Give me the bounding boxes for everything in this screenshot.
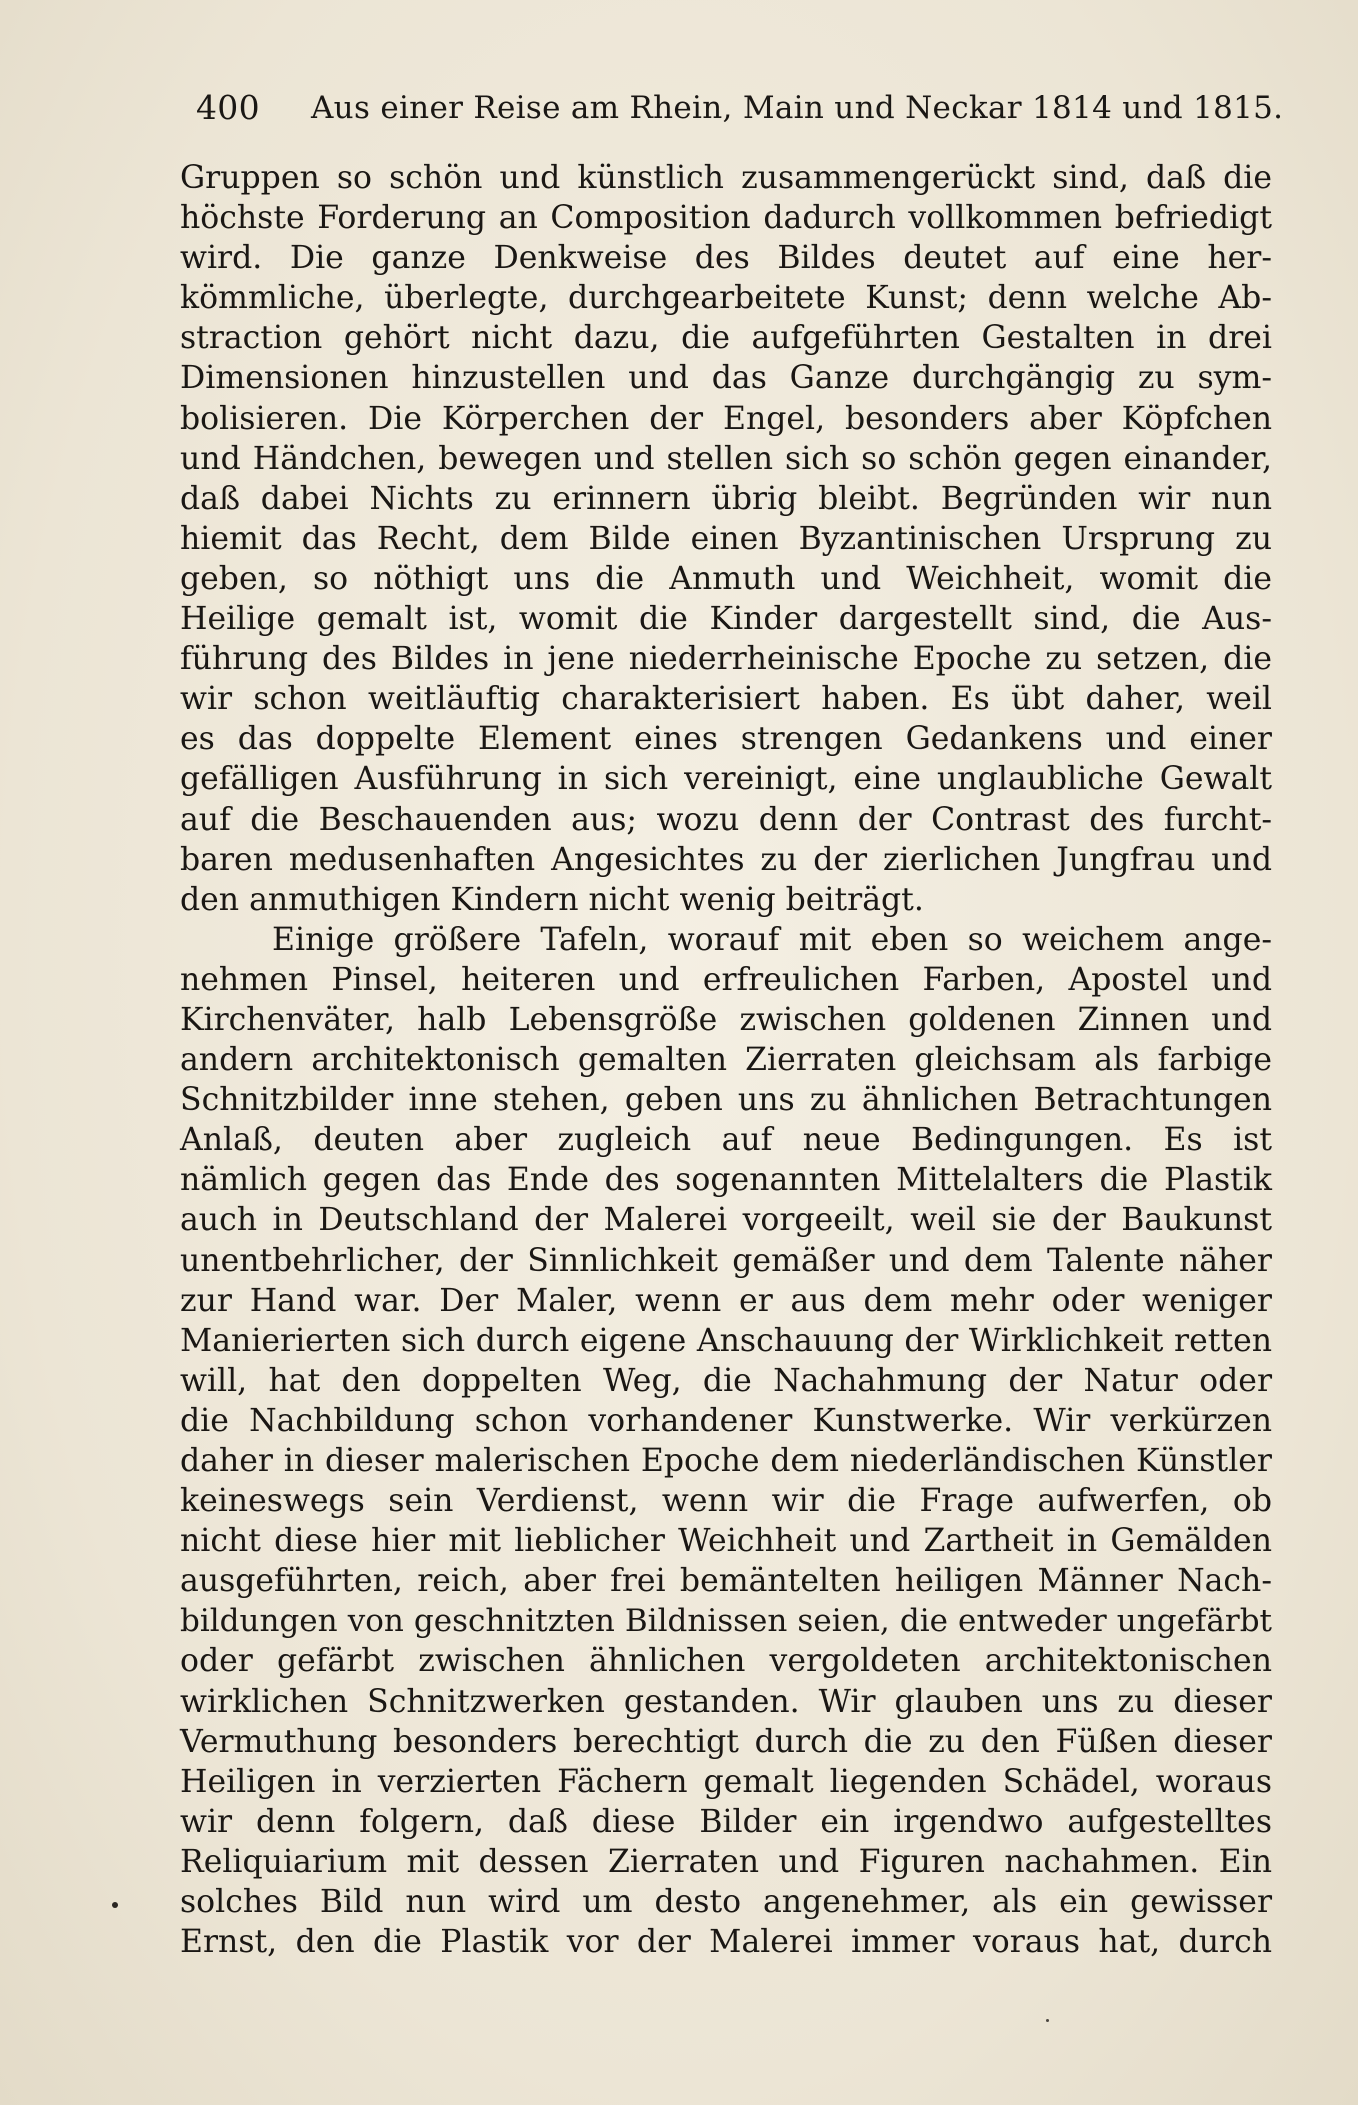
text-line: den anmuthigen Kindern nicht wenig beiträgt. xyxy=(180,881,924,918)
text-line: zur Hand war. Der Maler, wenn er aus dem mehr oder weniger xyxy=(180,1282,1272,1319)
text-line: Dimensionen hinzustellen und das Ganze durchgängig zu sym- xyxy=(180,360,1272,397)
text-line: nehmen Pinsel, heiteren und erfreulichen Farben, Apostel und xyxy=(180,961,1272,998)
text-line: andern architektonisch gemalten Zierraten gleichsam als farbige xyxy=(180,1042,1272,1079)
text-line: ausgeführten, reich, aber frei bemäntelten heiligen Männer Nach- xyxy=(180,1563,1272,1600)
page-header xyxy=(196,86,1284,130)
text-line: oder gefärbt zwischen ähnlichen vergoldeten architektonischen xyxy=(180,1643,1272,1680)
text-line: wird. Die ganze Denkweise des Bildes deutet auf eine her- xyxy=(180,240,1272,277)
text-line: Vermuthung besonders berechtigt durch die zu den Füßen dieser xyxy=(180,1723,1272,1760)
text-line: Manierierten sich durch eigene Anschauung der Wirklichkeit retten xyxy=(180,1322,1272,1359)
text-line: wir schon weitläuftig charakterisiert haben. Es übt daher, weil xyxy=(180,681,1272,718)
text-line: Reliquiarium mit dessen Zierraten und Figuren nachahmen. Ein xyxy=(180,1843,1272,1880)
text-line: wir denn folgern, daß diese Bilder ein irgendwo aufgestelltes xyxy=(180,1803,1272,1840)
text-line: unentbehrlicher, der Sinnlichkeit gemäßer und dem Talente näher xyxy=(180,1242,1272,1279)
text-line: gefälligen Ausführung in sich vereinigt, eine unglaubliche Gewalt xyxy=(180,761,1272,798)
paper-speck xyxy=(1046,2019,1049,2022)
text-line: höchste Forderung an Composition dadurch vollkommen befriedigt xyxy=(180,200,1272,237)
text-line: nicht diese hier mit lieblicher Weichheit und Zartheit in Gemälden xyxy=(180,1523,1272,1560)
text-line: Anlaß, deuten aber zugleich auf neue Bedingungen. Es ist xyxy=(180,1122,1272,1159)
text-line: daher in dieser malerischen Epoche dem niederländischen Künstler xyxy=(180,1443,1272,1479)
text-line: solches Bild nun wird um desto angenehmer, als ein gewisser xyxy=(180,1884,1272,1921)
text-line: die Nachbildung schon vorhandener Kunstwerke. Wir verkürzen xyxy=(180,1402,1272,1439)
text-line: daß dabei Nichts zu erinnern übrig bleibt. Begründen wir nun xyxy=(180,480,1272,517)
text-line: geben, so nöthigt uns die Anmuth und Weichheit, womit die xyxy=(180,560,1272,597)
text-line: bildungen von geschnitzten Bildnissen seien, die entweder ungefärbt xyxy=(180,1603,1272,1640)
text-line: Kirchenväter, halb Lebensgröße zwischen goldenen Zinnen und xyxy=(180,1001,1272,1038)
text-line: es das doppelte Element eines strengen Gedankens und einer xyxy=(180,721,1272,758)
text-line: auf die Beschauenden aus; wozu denn der Contrast des furcht- xyxy=(180,801,1272,838)
text-line: straction gehört nicht dazu, die aufgeführten Gestalten in drei xyxy=(180,320,1272,357)
text-line: Einige größere Tafeln, worauf mit eben so weichem ange- xyxy=(272,921,1272,958)
margin-dot xyxy=(112,1902,118,1908)
text-line: Schnitzbilder inne stehen, geben uns zu ähnlichen Betrachtungen xyxy=(180,1082,1272,1119)
text-line: führung des Bildes in jene niederrheinische Epoche zu setzen, die xyxy=(180,641,1272,678)
text-line: Gruppen so schön und künstlich zusammengerückt sind, daß die xyxy=(180,160,1272,196)
text-line: wirklichen Schnitzwerken gestanden. Wir glauben uns zu dieser xyxy=(180,1683,1272,1720)
page-number: 400 xyxy=(196,88,260,127)
text-line: Heilige gemalt ist, womit die Kinder dargestellt sind, die Aus- xyxy=(180,601,1272,638)
text-line: nämlich gegen das Ende des sogenannten Mittelalters die Plastik xyxy=(180,1162,1272,1199)
text-line: Ernst, den die Plastik vor der Malerei immer voraus hat, durch xyxy=(180,1924,1272,1961)
text-line: hiemit das Recht, dem Bilde einen Byzantinischen Ursprung zu xyxy=(180,520,1272,557)
text-line: und Händchen, bewegen und stellen sich so schön gegen einander, xyxy=(180,440,1272,477)
text-line: Heiligen in verzierten Fächern gemalt liegenden Schädel, woraus xyxy=(180,1763,1272,1800)
text-line: keineswegs sein Verdienst, wenn wir die Frage aufwerfen, ob xyxy=(180,1483,1272,1520)
text-line: will, hat den doppelten Weg, die Nachahmung der Natur oder xyxy=(180,1362,1272,1399)
body-text xyxy=(180,158,1272,1962)
text-line: baren medusenhaften Angesichtes zu der zierlichen Jungfrau und xyxy=(180,841,1272,878)
text-line: kömmliche, überlegte, durchgearbeitete Kunst; denn welche Ab- xyxy=(180,280,1272,317)
text-line: auch in Deutschland der Malerei vorgeeilt, weil sie der Baukunst xyxy=(180,1202,1272,1239)
running-title: Aus einer Reise am Rhein, Main und Neckar 1814 und 1815. xyxy=(311,90,1284,126)
text-line: bolisieren. Die Körperchen der Engel, besonders aber Köpfchen xyxy=(180,400,1272,437)
